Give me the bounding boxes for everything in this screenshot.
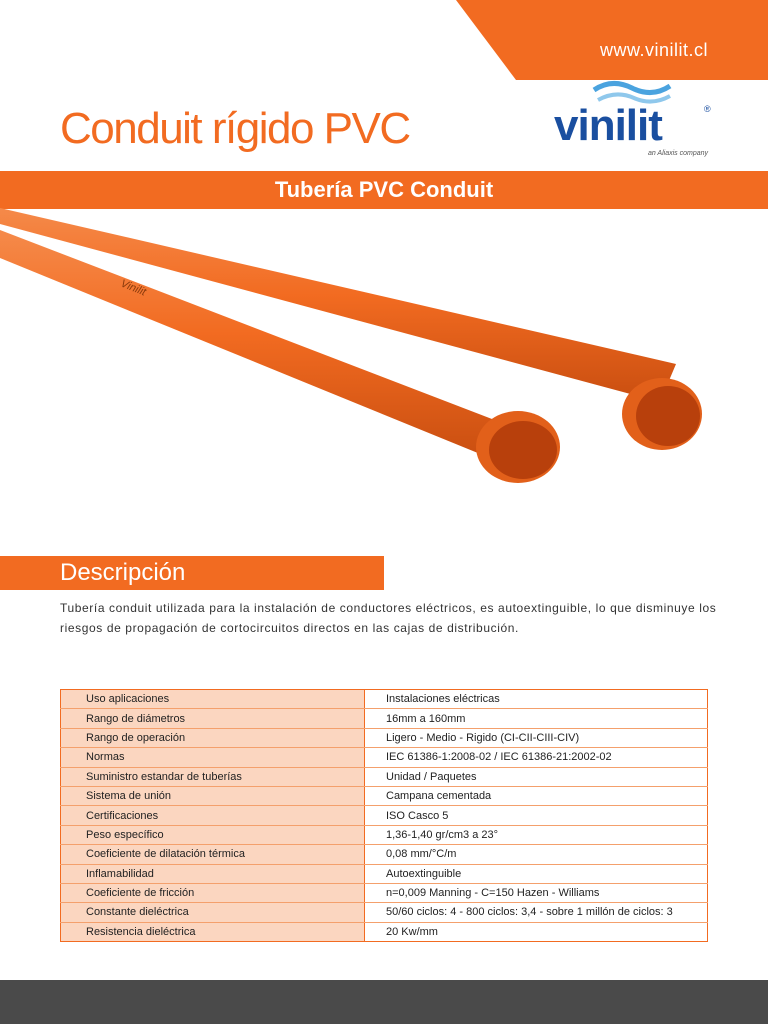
registered-mark: ®	[704, 104, 711, 114]
spec-row	[61, 864, 708, 883]
spec-value: Campana cementada	[365, 786, 708, 805]
description-text: Tubería conduit utilizada para la instalación de conductores eléctricos, es autoextinguible, lo que disminuye los riesgos de propagación de cortocircuitos directos en las cajas de distribución.	[60, 601, 717, 635]
spec-row	[61, 748, 708, 767]
spec-label: Peso específico	[61, 825, 365, 844]
logo-wordmark: vinilit	[554, 101, 662, 150]
spec-row	[61, 767, 708, 786]
footer-bar	[0, 980, 768, 1024]
description-heading: Descripción	[60, 559, 186, 586]
spec-row	[61, 825, 708, 844]
spec-value: 20 Kw/mm	[386, 925, 438, 938]
spec-label: Coeficiente de fricción	[61, 883, 365, 902]
pipe-marking-text: Vinilit	[118, 277, 148, 299]
vinilit-logo	[552, 76, 722, 164]
spec-label: Suministro estandar de tuberías	[61, 767, 365, 786]
spec-row	[61, 806, 708, 825]
spec-label: Sistema de unión	[61, 786, 365, 805]
spec-value: 50/60 ciclos: 4 - 800 ciclos: 3,4 - sobre 1 millón de ciclos: 3	[365, 903, 708, 922]
spec-value: ISO Casco 5	[365, 806, 708, 825]
spec-row	[61, 903, 708, 922]
spec-row	[61, 690, 708, 709]
spec-row	[61, 922, 708, 941]
spec-value: 16mm a 160mm	[365, 709, 708, 728]
product-band: Tubería PVC Conduit	[0, 171, 768, 209]
page-title: Conduit rígido PVC	[60, 104, 410, 153]
spec-label: Coeficiente de dilatación térmica	[61, 845, 365, 864]
spec-value: Unidad / Paquetes	[365, 767, 708, 786]
spec-value: Ligero - Medio - Rigido (CI-CII-CIII-CIV)	[365, 728, 708, 747]
spec-label: Resistencia dieléctrica	[61, 922, 365, 941]
description-heading-bar	[0, 556, 384, 590]
website-url[interactable]: www.vinilit.cl	[599, 40, 708, 60]
spec-label: Rango de diámetros	[61, 709, 365, 728]
spec-value: IEC 61386-1:2008-02 / IEC 61386-21:2002-02	[365, 748, 708, 767]
spec-label: Inflamabilidad	[61, 864, 365, 883]
spec-row	[61, 883, 708, 902]
spec-label: Uso aplicaciones	[61, 690, 365, 709]
spec-value: Instalaciones eléctricas	[365, 690, 708, 709]
spec-label: Rango de operación	[61, 728, 365, 747]
spec-row	[61, 845, 708, 864]
spec-value: n=0,009 Manning - C=150 Hazen - Williams	[365, 883, 708, 902]
spec-label: Certificaciones	[61, 806, 365, 825]
spec-label: Normas	[61, 748, 365, 767]
spec-table	[60, 689, 708, 942]
pvc-pipes-image	[0, 206, 768, 506]
logo-tagline: an Aliaxis company	[647, 150, 708, 157]
spec-value: Autoextinguible	[365, 864, 708, 883]
spec-row	[61, 728, 708, 747]
spec-value: 1,36-1,40 gr/cm3 a 23°	[365, 825, 708, 844]
spec-row	[61, 786, 708, 805]
spec-value: 0,08 mm/°C/m	[365, 845, 708, 864]
spec-label: Constante dieléctrica	[61, 903, 365, 922]
spec-row	[61, 709, 708, 728]
